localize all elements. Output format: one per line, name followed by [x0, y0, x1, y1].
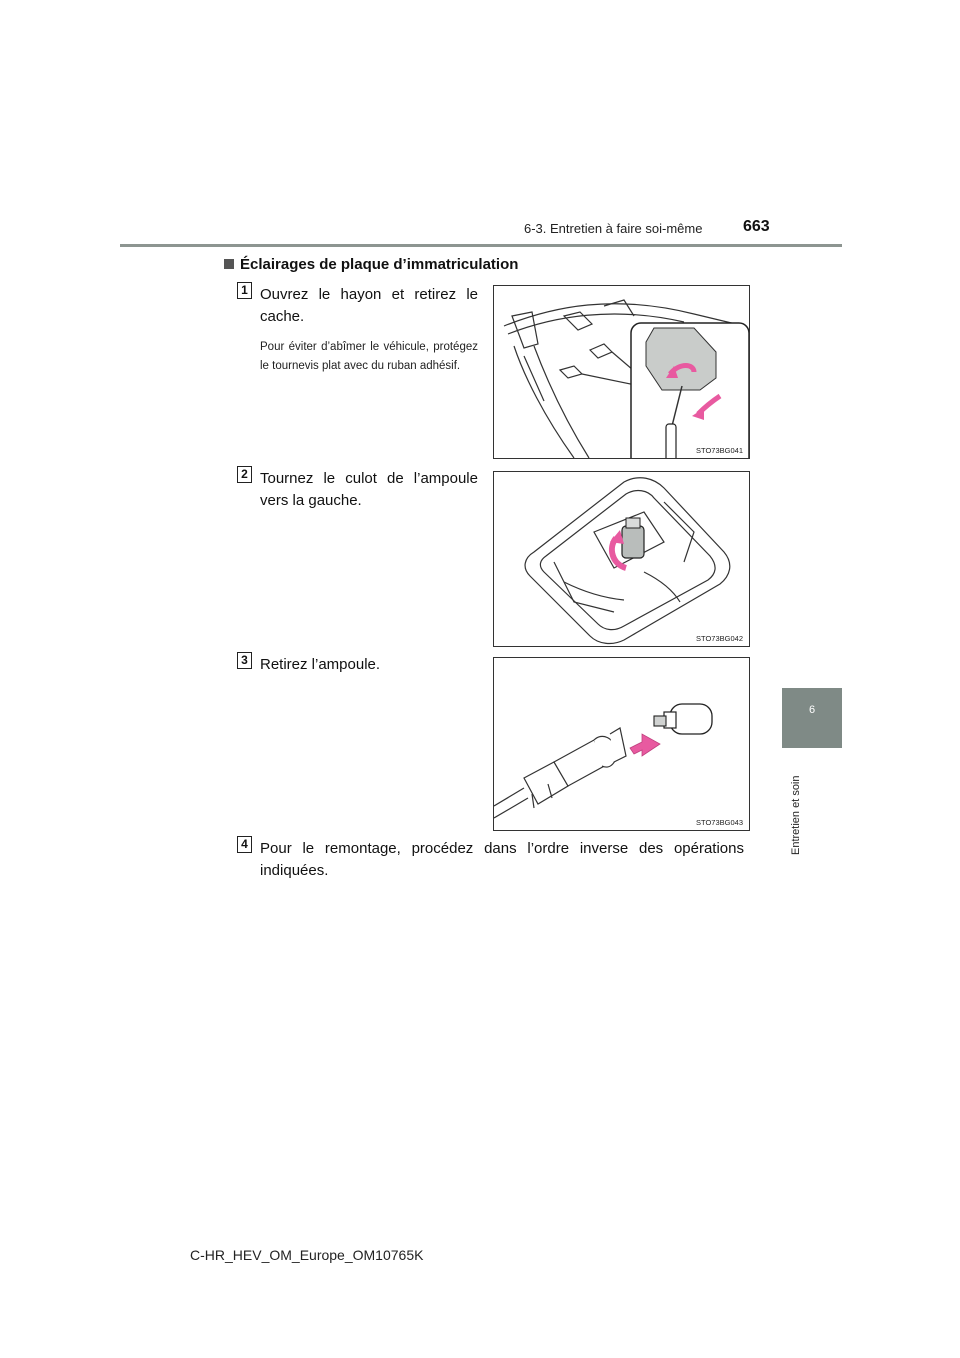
figure-remove-bulb [493, 657, 750, 831]
step-number-3: 3 [237, 652, 252, 669]
tailgate-illustration [494, 286, 749, 458]
chapter-title: Entretien et soin [790, 775, 802, 855]
step-number-1: 1 [237, 282, 252, 299]
section-title-text: Éclairages de plaque d’immatriculation [240, 256, 519, 273]
step-1-note: Pour éviter d’abîmer le véhicule, protégez le tournevis plat avec du ruban adhésif. [260, 341, 478, 372]
lamp-housing-illustration [494, 472, 749, 646]
header-rule [120, 244, 842, 247]
step-2-text: Tournez le culot de l’ampoule vers la gauche. [260, 470, 478, 509]
square-bullet-icon [224, 259, 234, 269]
chapter-tab [782, 688, 842, 748]
section-title [224, 256, 518, 273]
chapter-number: 6 [808, 704, 816, 716]
page-number: 663 [743, 218, 770, 235]
step-1-text: Ouvrez le hayon et retirez le cache. [260, 286, 478, 325]
figure-remove-cover [493, 285, 750, 459]
figure-code-2: STO73BG042 [696, 634, 743, 643]
running-header-section: 6-3. Entretien à faire soi-même [524, 221, 703, 236]
figure-code-1: STO73BG041 [696, 446, 743, 455]
figure-turn-bulb-base [493, 471, 750, 647]
step-number-2: 2 [237, 466, 252, 483]
document-footer: C-HR_HEV_OM_Europe_OM10765K [190, 1247, 424, 1263]
step-4-text: Pour le remontage, procédez dans l’ordre inverse des opérations indiquées. [260, 840, 744, 879]
bulb-socket-illustration [494, 658, 749, 830]
figure-code-3: STO73BG043 [696, 818, 743, 827]
step-number-4: 4 [237, 836, 252, 853]
step-3-text: Retirez l’ampoule. [260, 656, 381, 673]
